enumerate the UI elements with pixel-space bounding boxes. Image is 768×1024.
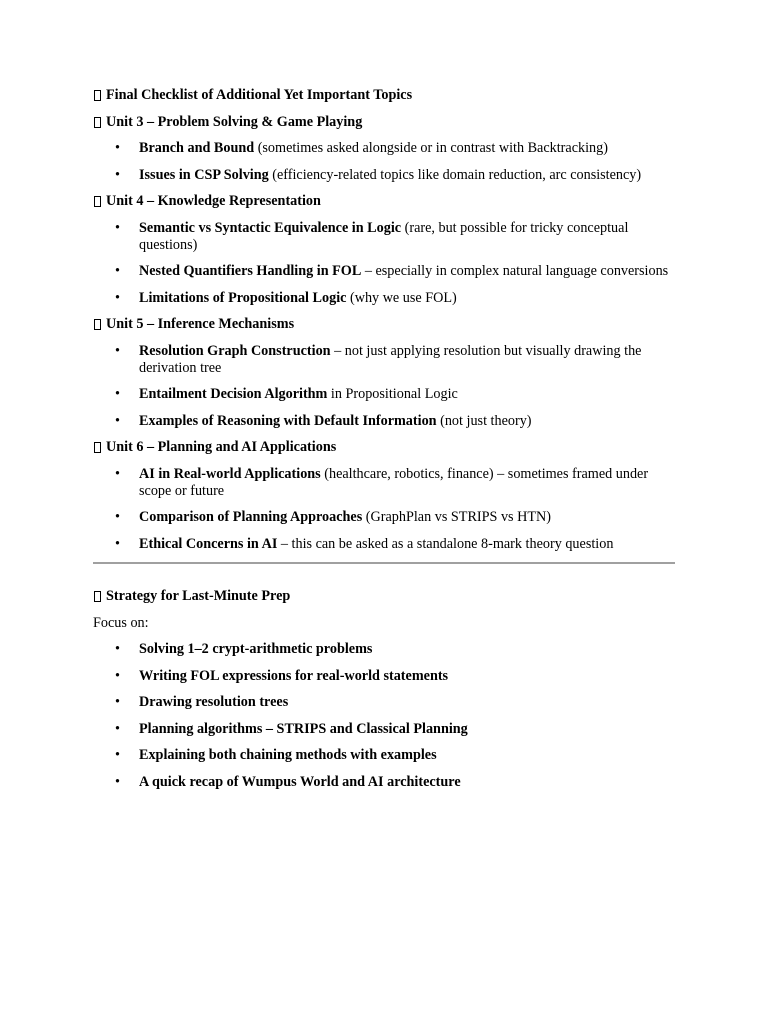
section-title: Unit 3 – Problem Solving & Game Playing <box>106 113 363 130</box>
topic-name: Resolution Graph Construction <box>139 342 331 359</box>
bullet-icon: • <box>115 386 120 402</box>
strategy-item-text: Explaining both chaining methods with examples <box>139 747 437 763</box>
missing-glyph-icon <box>94 117 101 128</box>
bullet-icon: • <box>115 720 120 737</box>
topic-name: Semantic vs Syntactic Equivalence in Logic <box>139 219 402 236</box>
topic-name: AI in Real-world Applications <box>139 465 321 482</box>
section-title: Final Checklist of Additional Yet Important Topics <box>106 87 413 103</box>
list-item <box>93 220 675 254</box>
list-item <box>93 386 675 403</box>
topic-name: Issues in CSP Solving <box>139 166 269 183</box>
strategy-intro: Focus on: <box>93 614 149 631</box>
list-item <box>93 466 675 500</box>
strategy-item-text: Solving 1–2 crypt-arithmetic problems <box>139 641 373 657</box>
missing-glyph-icon <box>94 591 101 602</box>
topic-name: Entailment Decision Algorithm <box>139 386 328 402</box>
topic-note: – especially in complex natural language conversions <box>361 263 669 279</box>
topic-list <box>93 466 675 553</box>
topic-name: Ethical Concerns in AI <box>139 535 278 552</box>
checklist-sections <box>93 87 675 553</box>
topic-list <box>93 343 675 430</box>
missing-glyph-icon <box>94 442 101 453</box>
bullet-icon: • <box>115 509 120 525</box>
list-item <box>93 343 675 377</box>
topic-name: Branch and Bound <box>139 140 255 156</box>
section-heading <box>93 114 675 131</box>
strategy-item-text: Drawing resolution trees <box>139 694 289 710</box>
section-heading <box>93 439 675 456</box>
list-item <box>93 167 675 184</box>
list-item <box>93 263 675 280</box>
list-item <box>93 413 675 430</box>
bullet-icon: • <box>115 747 120 763</box>
missing-glyph-icon <box>94 319 101 330</box>
list-item <box>93 140 675 157</box>
list-item <box>93 774 675 791</box>
topic-note: (why we use FOL) <box>346 289 457 306</box>
missing-glyph-icon <box>94 90 101 101</box>
bullet-icon: • <box>115 166 120 183</box>
bullet-icon: • <box>115 140 120 156</box>
list-item <box>93 536 675 553</box>
list-item <box>93 694 675 711</box>
section-title: Unit 6 – Planning and AI Applications <box>106 439 337 455</box>
bullet-icon: • <box>115 535 120 552</box>
topic-note: – not just applying resolution but visually drawing the derivation tree <box>139 342 642 376</box>
bullet-icon: • <box>115 263 120 279</box>
list-item <box>93 290 675 307</box>
bullet-icon: • <box>115 289 120 306</box>
strategy-section <box>93 588 675 791</box>
topic-name: Comparison of Planning Approaches <box>139 509 363 525</box>
document-page <box>93 87 675 800</box>
bullet-icon: • <box>115 694 120 710</box>
topic-list <box>93 220 675 307</box>
section-heading <box>93 193 675 210</box>
section-heading <box>93 87 675 104</box>
topic-name: Nested Quantifiers Handling in FOL <box>139 263 362 279</box>
bullet-icon: • <box>115 342 120 359</box>
list-item <box>93 747 675 764</box>
topic-note: (healthcare, robotics, finance) – sometimes framed under scope or future <box>139 465 649 499</box>
topic-note: (GraphPlan vs STRIPS vs HTN) <box>362 509 552 525</box>
list-item <box>93 509 675 526</box>
topic-note: in Propositional Logic <box>327 386 458 402</box>
topic-note: (rare, but possible for tricky conceptual questions) <box>139 219 629 253</box>
list-item <box>93 641 675 658</box>
strategy-item-text: Planning algorithms – STRIPS and Classical Planning <box>139 720 468 737</box>
strategy-title: Strategy for Last-Minute Prep <box>106 588 291 604</box>
topic-note: (efficiency-related topics like domain reduction, arc consistency) <box>268 166 642 183</box>
bullet-icon: • <box>115 465 120 482</box>
strategy-list <box>93 641 675 791</box>
missing-glyph-icon <box>94 196 101 207</box>
horizontal-rule <box>93 562 675 564</box>
topic-name: Examples of Reasoning with Default Information <box>139 412 437 429</box>
bullet-icon: • <box>115 219 120 236</box>
topic-note: – this can be asked as a standalone 8-mark theory question <box>277 535 614 552</box>
section-title: Unit 5 – Inference Mechanisms <box>106 316 295 332</box>
topic-list <box>93 140 675 184</box>
strategy-item-text: A quick recap of Wumpus World and AI architecture <box>139 773 461 790</box>
section-heading <box>93 316 675 333</box>
strategy-heading <box>93 588 675 605</box>
bullet-icon: • <box>115 773 120 790</box>
topic-name: Limitations of Propositional Logic <box>139 289 347 306</box>
list-item <box>93 668 675 685</box>
strategy-item-text: Writing FOL expressions for real-world statements <box>139 667 449 684</box>
topic-note: (sometimes asked alongside or in contrast with Backtracking) <box>254 140 608 156</box>
bullet-icon: • <box>115 667 120 684</box>
bullet-icon: • <box>115 641 120 657</box>
bullet-icon: • <box>115 412 120 429</box>
list-item <box>93 721 675 738</box>
topic-note: (not just theory) <box>436 412 532 429</box>
section-title: Unit 4 – Knowledge Representation <box>106 193 321 209</box>
